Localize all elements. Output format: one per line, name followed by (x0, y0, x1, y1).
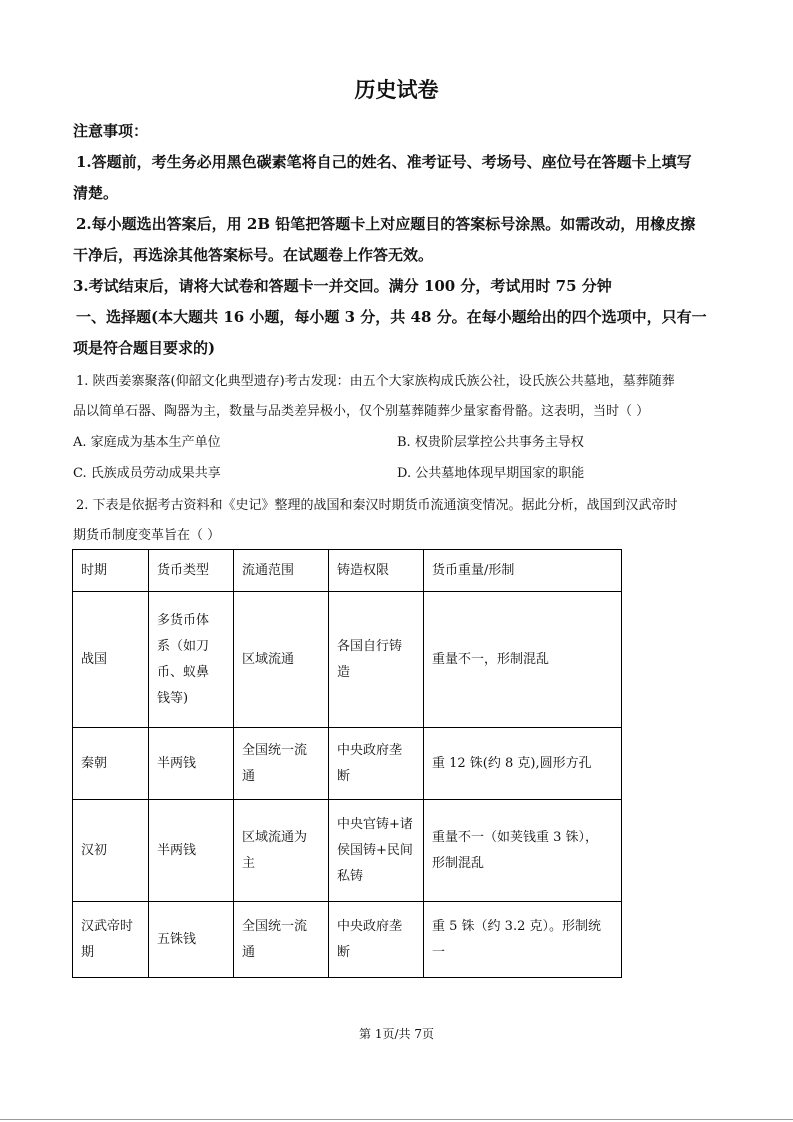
header-weight-shape: 货币重量/形制 (424, 550, 622, 592)
cell-circulation: 全国统一流 通 (234, 728, 329, 800)
cell-minting: 各国自行铸 造 (329, 592, 424, 728)
cell-currency-type: 五铢钱 (149, 902, 234, 978)
cell-circulation: 全国统一流 通 (234, 902, 329, 978)
notice-heading: 注意事项： (73, 122, 149, 140)
cell-period: 战国 (73, 592, 149, 728)
question-1-stem-cont: 品以简单石器、陶器为主，数量与品类差异极小，仅个别墓葬随葬少量家畜骨骼。这表明，当时（ ） (73, 404, 650, 419)
notice-item-1: 1.答题前，考生务必用黑色碳素笔将自己的姓名、准考证号、考场号、座位号在答题卡上填写 (76, 153, 692, 171)
cell-weight-shape: 重量不一（如荚钱重 3 铢）， 形制混乱 (424, 800, 622, 902)
question-1-option-a: A. 家庭成为基本生产单位 (73, 435, 221, 450)
table-row (73, 902, 622, 978)
bottom-rule (0, 1119, 793, 1120)
page-number: 第 1页/共 7页 (359, 1027, 434, 1041)
cell-currency-type: 多货币体 系（如刀 币、蚁鼻 钱等) (149, 592, 234, 728)
question-2-stem: 2. 下表是依据考古资料和《史记》整理的战国和秦汉时期货币流通演变情况。据此分析，战国到汉武帝时 (76, 498, 678, 513)
header-circulation: 流通范围 (234, 550, 329, 592)
question-1-option-d: D. 公共墓地体现早期国家的职能 (397, 466, 585, 481)
cell-circulation: 区域流通 (234, 592, 329, 728)
table-row (73, 800, 622, 902)
header-period: 时期 (73, 550, 149, 592)
cell-period: 汉武帝时 期 (73, 902, 149, 978)
question-1-stem: 1. 陕西姜寨聚落(仰韶文化典型遗存)考古发现：由五个大家族构成氏族公社，设氏族公共墓地，墓葬随葬 (76, 374, 675, 389)
cell-minting: 中央官铸+诸 侯国铸+民间 私铸 (329, 800, 424, 902)
cell-weight-shape: 重 12 铢(约 8 克),圆形方孔 (424, 728, 622, 800)
cell-currency-type: 半两钱 (149, 728, 234, 800)
cell-minting: 中央政府垄 断 (329, 728, 424, 800)
section-heading: 一、选择题(本大题共 16 小题，每小题 3 分，共 48 分。在每小题给出的四个选项中，只有一 (76, 308, 707, 326)
table-row (73, 592, 622, 728)
notice-item-2: 2.每小题选出答案后，用 2B 铅笔把答题卡上对应题目的答案标号涂黑。如需改动，用橡皮擦 (76, 215, 696, 233)
notice-item-2-cont: 干净后，再选涂其他答案标号。在试题卷上作答无效。 (73, 246, 434, 264)
section-heading-cont: 项是符合题目要求的) (73, 339, 216, 357)
cell-currency-type: 半两钱 (149, 800, 234, 902)
cell-circulation: 区域流通为 主 (234, 800, 329, 902)
question-1-option-b: B. 权贵阶层掌控公共事务主导权 (397, 435, 584, 450)
cell-weight-shape: 重量不一，形制混乱 (424, 592, 622, 728)
header-minting: 铸造权限 (329, 550, 424, 592)
header-currency-type: 货币类型 (149, 550, 234, 592)
table-header-row (73, 550, 622, 592)
cell-period: 秦朝 (73, 728, 149, 800)
question-1-option-c: C. 氏族成员劳动成果共享 (73, 466, 221, 481)
cell-minting: 中央政府垄 断 (329, 902, 424, 978)
page-title: 历史试卷 (354, 77, 439, 102)
cell-weight-shape: 重 5 铢（约 3.2 克）。形制统 一 (424, 902, 622, 978)
notice-item-3: 3.考试结束后，请将大试卷和答题卡一并交回。满分 100 分，考试用时 75 分钟 (73, 277, 612, 295)
cell-period: 汉初 (73, 800, 149, 902)
question-2-stem-cont: 期货币制度变革旨在（ ） (73, 528, 221, 543)
currency-table (72, 549, 622, 978)
notice-item-1-cont: 清楚。 (73, 184, 119, 202)
table-row (73, 728, 622, 800)
